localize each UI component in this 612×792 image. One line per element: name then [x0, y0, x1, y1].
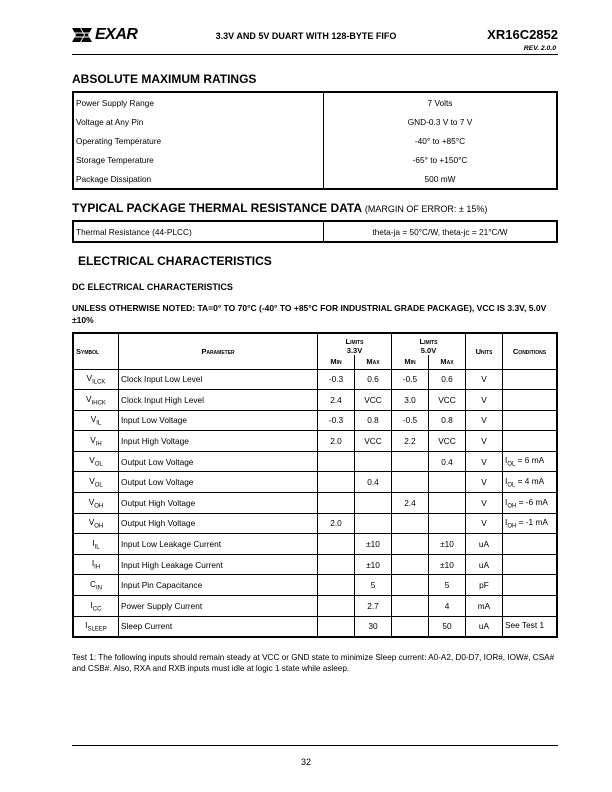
condition-value: = 6 mA — [515, 455, 545, 466]
cell-max33: 0.6 — [355, 369, 392, 390]
cell-parameter: Clock Input Low Level — [119, 369, 318, 390]
cell-conditions — [503, 472, 558, 493]
table-row — [73, 169, 557, 189]
symbol-subscript: OL — [94, 462, 103, 468]
symbol-letter: V — [88, 496, 95, 507]
row-value: theta-ja = 50°C/W, theta-jc = 21°C/W — [372, 226, 508, 237]
cell-conditions — [503, 369, 558, 390]
dc-characteristics-table — [72, 332, 558, 638]
cell-min50: -0.5 — [392, 369, 429, 390]
row-label: Voltage at Any Pin — [73, 112, 324, 131]
elec-heading: ELECTRICAL CHARACTERISTICS — [78, 254, 272, 268]
cell-min33 — [318, 554, 355, 575]
cell-max33: VCC — [355, 431, 392, 452]
cell-min33 — [318, 575, 355, 596]
row-label: Thermal Resistance (44-PLCC) — [73, 221, 324, 242]
cell-max33 — [355, 513, 392, 534]
symbol-letter: V — [89, 455, 95, 466]
limits-voltage-50: 5.0V — [420, 346, 437, 355]
symbol-letter: V — [86, 393, 92, 404]
logo-text: EXAR — [95, 26, 138, 43]
part-number: XR16C2852 — [487, 27, 558, 42]
cell-min33: 2.0 — [318, 431, 355, 452]
symbol-subscript: OL — [94, 482, 103, 489]
symbol-letter: I — [91, 558, 95, 569]
dc-subheading: DC ELECTRICAL CHARACTERISTICS — [72, 282, 233, 292]
cell-min50 — [392, 616, 429, 637]
symbol-subscript: SLEEP — [87, 626, 107, 633]
cell-symbol — [73, 410, 119, 431]
limits-label: Limits — [345, 337, 364, 346]
condition-subscript: OH — [507, 503, 517, 510]
table-row — [73, 369, 557, 390]
symbol-letter: V — [90, 414, 97, 425]
cell-max50: VCC — [429, 390, 466, 411]
row-value: GND-0.3 V to 7 V — [407, 116, 473, 127]
table-row — [73, 575, 557, 596]
cell-conditions — [503, 410, 558, 431]
table-row — [73, 472, 557, 493]
thermal-table — [72, 220, 558, 243]
cell-parameter: Output Low Voltage — [119, 472, 318, 493]
table-row — [73, 390, 557, 411]
cell-max33 — [355, 451, 392, 472]
col-conditions: Conditions — [503, 333, 558, 369]
table-row — [73, 616, 557, 637]
symbol-letter: V — [88, 517, 95, 528]
symbol-letter: V — [89, 475, 95, 486]
cell-units: V — [466, 369, 503, 390]
cell-max50: 0.6 — [429, 369, 466, 390]
cell-conditions — [503, 534, 558, 555]
col-min-33: Min — [318, 355, 355, 369]
cell-symbol — [73, 616, 119, 637]
cell-parameter: Output High Voltage — [119, 513, 318, 534]
condition-text: I — [505, 455, 508, 466]
cell-min33 — [318, 472, 355, 493]
cell-max50: 50 — [429, 616, 466, 637]
cell-units: V — [466, 410, 503, 431]
table-row — [73, 431, 557, 452]
symbol-subscript: IL — [94, 544, 100, 551]
cell-min33 — [318, 451, 355, 472]
symbol-letter: V — [86, 372, 93, 383]
symbol-subscript: IL — [96, 420, 102, 427]
symbol-subscript: IHCK — [91, 400, 106, 407]
cell-min50 — [392, 451, 429, 472]
revision: REV. 2.0.0 — [523, 45, 556, 52]
cell-conditions — [503, 451, 558, 472]
cell-max33: 0.8 — [355, 410, 392, 431]
row-value: 7 Volts — [427, 97, 453, 108]
cell-max33: 30 — [355, 616, 392, 637]
col-parameter: Parameter — [119, 333, 318, 369]
cell-symbol — [73, 534, 119, 555]
cell-symbol — [73, 390, 119, 411]
cell-units: V — [466, 513, 503, 534]
table-row — [73, 534, 557, 555]
cell-symbol — [73, 596, 119, 617]
cell-max50 — [429, 493, 466, 514]
cell-parameter: Input Low Leakage Current — [119, 534, 318, 555]
cell-max50: 5 — [429, 575, 466, 596]
cell-parameter: Input High Leakage Current — [119, 554, 318, 575]
table-row — [73, 221, 557, 242]
header-rule — [72, 54, 558, 55]
cell-units: mA — [466, 596, 503, 617]
cell-units: V — [466, 472, 503, 493]
cell-parameter: Output Low Voltage — [119, 451, 318, 472]
condition-subscript: OL — [507, 482, 516, 489]
cell-max50: VCC — [429, 431, 466, 452]
cell-symbol — [73, 451, 119, 472]
cell-symbol — [73, 575, 119, 596]
cell-max50: 0.4 — [429, 451, 466, 472]
condition-text: I — [505, 517, 508, 528]
row-value: 500 mW — [424, 173, 456, 184]
cell-max50: ±10 — [429, 534, 466, 555]
cell-parameter: Input Pin Capacitance — [119, 575, 318, 596]
cell-units: uA — [466, 554, 503, 575]
cell-parameter: Sleep Current — [119, 616, 318, 637]
cell-symbol — [73, 554, 119, 575]
limits-voltage-33: 3.3V — [346, 346, 363, 355]
limits-label: Limits — [419, 337, 438, 346]
cell-conditions — [503, 431, 558, 452]
document-title: 3.3V AND 5V DUART WITH 128-BYTE FIFO — [215, 31, 397, 41]
row-label: Power Supply Range — [73, 92, 324, 112]
table-row — [73, 131, 557, 150]
row-label: Package Dissipation — [73, 169, 324, 189]
cell-min33 — [318, 596, 355, 617]
symbol-letter: V — [90, 434, 96, 445]
col-limits-50 — [392, 333, 466, 355]
symbol-subscript: IH — [94, 564, 101, 571]
cell-max50 — [429, 513, 466, 534]
row-label: Storage Temperature — [73, 150, 324, 169]
symbol-letter: C — [90, 578, 96, 589]
cell-min33: -0.3 — [318, 369, 355, 390]
cell-units: pF — [466, 575, 503, 596]
cell-min50: 3.0 — [392, 390, 429, 411]
cell-conditions — [503, 575, 558, 596]
cell-max50: 0.8 — [429, 410, 466, 431]
cell-conditions — [503, 493, 558, 514]
symbol-subscript: OH — [94, 503, 104, 510]
col-limits-33 — [318, 333, 392, 355]
cell-units: V — [466, 431, 503, 452]
row-value: -40° to +85°C — [414, 135, 466, 146]
condition-text: See Test 1 — [505, 620, 545, 631]
condition-value: = 4 mA — [515, 475, 545, 486]
col-min-50: Min — [392, 355, 429, 369]
cell-min50: 2.2 — [392, 431, 429, 452]
cell-symbol — [73, 513, 119, 534]
symbol-subscript: CC — [92, 606, 102, 613]
cell-max50 — [429, 472, 466, 493]
table-row — [73, 493, 557, 514]
cell-units: V — [466, 493, 503, 514]
symbol-subscript: IN — [96, 585, 102, 592]
table-row — [73, 410, 557, 431]
condition-text: I — [505, 496, 508, 507]
table-row — [73, 513, 557, 534]
cell-units: uA — [466, 616, 503, 637]
cell-max33: ±10 — [355, 554, 392, 575]
cell-conditions — [503, 513, 558, 534]
cell-symbol — [73, 472, 119, 493]
cell-symbol — [73, 369, 119, 390]
thermal-margin: (MARGIN OF ERROR: ± 15%) — [364, 204, 488, 214]
cell-min50 — [392, 472, 429, 493]
col-units: Units — [466, 333, 503, 369]
table-row — [73, 596, 557, 617]
symbol-subscript: ILCK — [92, 379, 106, 386]
cell-min50: 2.4 — [392, 493, 429, 514]
cell-min50 — [392, 554, 429, 575]
cell-conditions — [503, 596, 558, 617]
cell-min50 — [392, 513, 429, 534]
cell-symbol — [73, 431, 119, 452]
cell-min33: 2.4 — [318, 390, 355, 411]
row-value: -65° to +150°C — [412, 154, 468, 165]
condition-subscript: OH — [507, 523, 517, 530]
row-label: Operating Temperature — [73, 131, 324, 150]
cell-min33 — [318, 534, 355, 555]
cell-min50: -0.5 — [392, 410, 429, 431]
cell-min33: 2.0 — [318, 513, 355, 534]
cell-min33 — [318, 493, 355, 514]
cell-max33: 5 — [355, 575, 392, 596]
cell-conditions — [503, 390, 558, 411]
symbol-subscript: OH — [94, 523, 104, 530]
cell-units: uA — [466, 534, 503, 555]
cell-symbol — [73, 493, 119, 514]
condition-text: I — [505, 475, 508, 486]
cell-min50 — [392, 575, 429, 596]
condition-value: = -1 mA — [516, 517, 548, 528]
col-max-50: Max — [429, 355, 466, 369]
cell-max33: 2.7 — [355, 596, 392, 617]
cell-min50 — [392, 534, 429, 555]
symbol-letter: I — [92, 537, 95, 548]
cell-max33: VCC — [355, 390, 392, 411]
symbol-letter: I — [85, 620, 88, 631]
table-row — [73, 554, 557, 575]
cell-conditions — [503, 616, 558, 637]
cell-parameter: Input High Voltage — [119, 431, 318, 452]
cell-min50 — [392, 596, 429, 617]
cell-max33 — [355, 493, 392, 514]
table-row — [73, 112, 557, 131]
cell-conditions — [503, 554, 558, 575]
test-note: Test 1: The following inputs should remain steady at VCC or GND state to minimize Sleep current: A0-A2, D0-D7, IOR#, IOW#, CSA# and CSB#. Also, RXA and RXB inputs must idle at logic 1 state while asleep. — [72, 653, 555, 673]
cell-min33 — [318, 616, 355, 637]
cell-parameter: Input Low Voltage — [119, 410, 318, 431]
cell-parameter: Output High Voltage — [119, 493, 318, 514]
col-max-33: Max — [355, 355, 392, 369]
cell-units: V — [466, 390, 503, 411]
test-conditions: UNLESS OTHERWISE NOTED: TA=0° TO 70°C (-40° TO +85°C FOR INDUSTRIAL GRADE PACKAGE), VCC IS 3.3V, 5.0V ±10% — [72, 303, 547, 325]
cell-max50: 4 — [429, 596, 466, 617]
abs-max-table — [72, 91, 558, 190]
cell-max33: ±10 — [355, 534, 392, 555]
cell-max33: 0.4 — [355, 472, 392, 493]
cell-max50: ±10 — [429, 554, 466, 575]
thermal-title: TYPICAL PACKAGE THERMAL RESISTANCE DATA — [72, 201, 362, 215]
cell-units: V — [466, 451, 503, 472]
footer-rule — [72, 745, 558, 746]
cell-min33: -0.3 — [318, 410, 355, 431]
cell-parameter: Clock Input High Level — [119, 390, 318, 411]
table-row — [73, 150, 557, 169]
condition-value: = -6 mA — [516, 496, 548, 507]
symbol-letter: I — [90, 599, 93, 610]
thermal-heading — [72, 201, 487, 215]
table-row — [73, 92, 557, 112]
table-row — [73, 451, 557, 472]
abs-max-heading: ABSOLUTE MAXIMUM RATINGS — [72, 72, 257, 86]
col-symbol: Symbol — [73, 333, 119, 369]
condition-subscript: OL — [507, 462, 516, 468]
symbol-subscript: IH — [95, 441, 102, 448]
page-number: 32 — [300, 757, 311, 767]
cell-parameter: Power Supply Current — [119, 596, 318, 617]
